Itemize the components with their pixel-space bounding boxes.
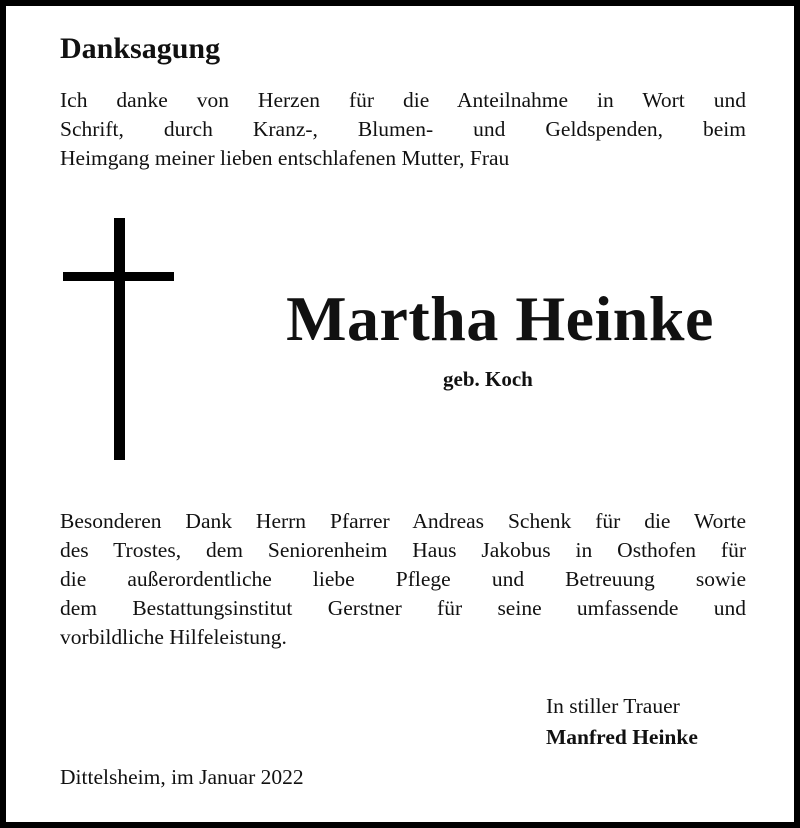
maiden-name: geb. Koch bbox=[443, 367, 533, 391]
thanks-line: dem Bestattungsinstitut Gerstner für seine umfassende und bbox=[60, 596, 746, 620]
thanks-line: Besonderen Dank Herrn Pfarrer Andreas Schenk für die Worte bbox=[60, 509, 746, 533]
cross-vertical-bar bbox=[114, 218, 125, 460]
signature-closing: In stiller Trauer bbox=[546, 694, 680, 718]
deceased-name: Martha Heinke bbox=[286, 283, 714, 354]
signature-name: Manfred Heinke bbox=[546, 725, 698, 749]
thanks-line: des Trostes, dem Seniorenheim Haus Jakobus in Osthofen für bbox=[60, 538, 746, 562]
intro-line: Schrift, durch Kranz-, Blumen- und Geldspenden, beim bbox=[60, 117, 746, 141]
notice-title: Danksagung bbox=[60, 32, 221, 65]
intro-line: Heimgang meiner lieben entschlafenen Mutter, Frau bbox=[60, 146, 510, 170]
place-date: Dittelsheim, im Januar 2022 bbox=[60, 765, 304, 789]
cross-horizontal-bar bbox=[63, 272, 174, 281]
thanks-line: vorbildliche Hilfeleistung. bbox=[60, 625, 287, 649]
intro-line: Ich danke von Herzen für die Anteilnahme in Wort und bbox=[60, 88, 746, 112]
thanks-line: die außerordentliche liebe Pflege und Betreuung sowie bbox=[60, 567, 746, 591]
